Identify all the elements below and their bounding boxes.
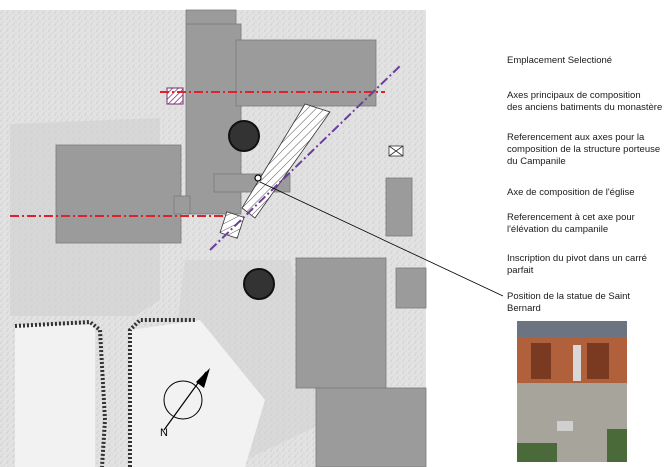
tree bbox=[244, 269, 274, 299]
roof-top bbox=[186, 10, 236, 24]
legend-selected-site: Emplacement Selectioné bbox=[507, 55, 613, 66]
pivot-marker bbox=[255, 175, 261, 181]
church-nave bbox=[56, 145, 181, 243]
north-label: N bbox=[160, 427, 168, 439]
courtyard-photo bbox=[517, 321, 627, 462]
east-annex bbox=[396, 268, 426, 308]
legend-pivot: Inscription du pivot dans un carré parfait bbox=[507, 253, 647, 276]
southeast-building bbox=[316, 388, 426, 467]
legend-main-axes: Axes principaux de composition des anciens batiments du monastère bbox=[507, 90, 663, 113]
north-wing-extension bbox=[236, 40, 376, 106]
legend-statue: Position de la statue de Saint Bernard bbox=[507, 291, 631, 314]
east-building bbox=[296, 258, 386, 388]
legend-church-axis: Axe de composition de l'église bbox=[507, 187, 635, 198]
east-small-building bbox=[386, 178, 412, 236]
church-apse bbox=[174, 196, 190, 214]
legend-elevation-axis: Referencement à cet axe pour l'élévation du campanile bbox=[507, 212, 635, 235]
tree bbox=[229, 121, 259, 151]
selected-site-marker bbox=[167, 88, 183, 104]
lawn-area-left bbox=[15, 325, 95, 467]
legend-structure-axes: Referencement aux axes pour la composition de la structure porteuse du Campanile bbox=[507, 132, 661, 167]
